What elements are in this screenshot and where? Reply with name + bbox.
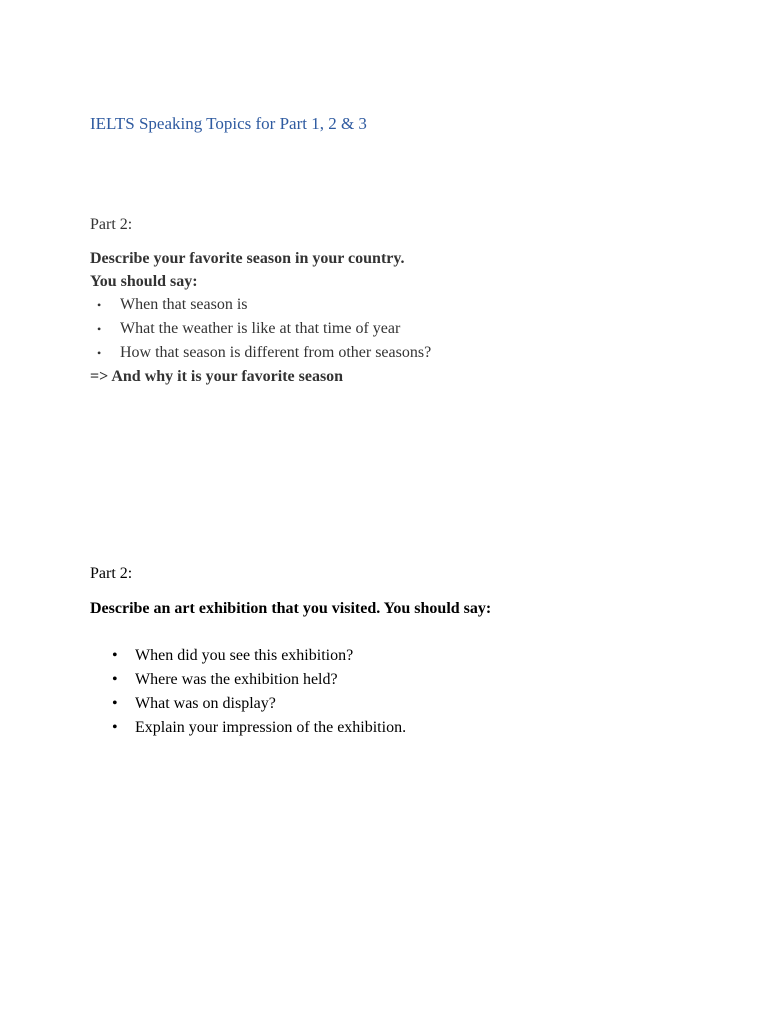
- list-item-text: When that season is: [120, 296, 248, 313]
- prompt-text: Describe an art exhibition that you visited. You should say:: [90, 600, 492, 617]
- list-item-text: What was on display?: [135, 695, 276, 712]
- section-art-exhibition: [90, 563, 710, 740]
- list-item-text: What the weather is like at that time of year: [120, 320, 401, 337]
- part-label: Part 2:: [90, 216, 133, 233]
- should-say-text: You should say:: [90, 273, 198, 290]
- list-item: [90, 317, 710, 341]
- list-item-text: Where was the exhibition held?: [135, 671, 338, 688]
- bullet-icon: •: [112, 671, 118, 688]
- document-title: IELTS Speaking Topics for Part 1, 2 & 3: [90, 114, 367, 133]
- bullet-icon: •: [97, 298, 102, 312]
- cue-list: [90, 293, 710, 365]
- list-item: [90, 716, 710, 740]
- bullet-icon: •: [112, 647, 118, 664]
- list-item-text: How that season is different from other seasons?: [120, 344, 432, 361]
- list-item: [90, 293, 710, 317]
- section-favorite-season: [90, 214, 710, 389]
- closing-text: => And why it is your favorite season: [90, 368, 344, 385]
- part-label: Part 2:: [90, 565, 133, 582]
- list-item: [90, 644, 710, 668]
- bullet-icon: •: [97, 346, 102, 360]
- list-item-text: When did you see this exhibition?: [135, 647, 354, 664]
- cue-list: [90, 644, 710, 740]
- list-item-text: Explain your impression of the exhibition.: [135, 719, 407, 736]
- prompt-text: Describe your favorite season in your country.: [90, 250, 405, 267]
- bullet-icon: •: [112, 719, 118, 736]
- list-item: [90, 341, 710, 365]
- list-item: [90, 668, 710, 692]
- bullet-icon: •: [112, 695, 118, 712]
- list-item: [90, 692, 710, 716]
- bullet-icon: •: [97, 322, 102, 336]
